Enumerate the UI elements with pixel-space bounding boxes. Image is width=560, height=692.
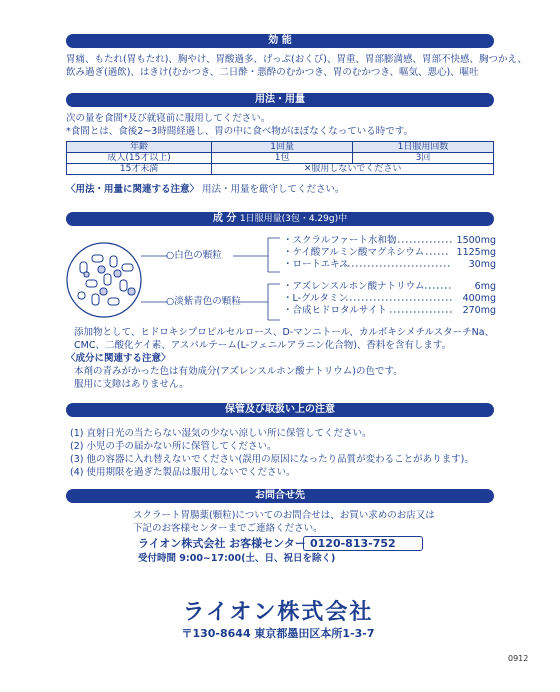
dosage-row-child [67,164,494,175]
ingredients-heading-title: 成 分 [212,213,237,224]
ingredient-name: ・スクラルファート水和物 [283,235,397,246]
ingredients-note-1: 本剤の青みがかった色は有効成分(アズレンスルホン酸ナトリウム)の色です。 [74,366,403,377]
efficacy-line-1: 胃痛、もたれ(胃もたれ)、胸やけ、胃酸過多、げっぷ(おくび)、胃重、胃部膨満感、胃部不快感、胸つかえ、 [66,54,528,65]
storage-item-3: (3) 他の容器に入れ替えないでください(誤用の原因になったり品質が変わることがあります)。 [70,454,474,465]
efficacy-heading: 効 能 [66,34,494,48]
storage-item-4: (4) 使用期限を過ぎた製品は服用しないでください。 [70,467,296,478]
dosage-table-header [67,142,494,153]
contact-heading: お問合せ先 [66,489,494,503]
col-dose: 1回量 [212,142,353,153]
ingredient-amount: 1500mg [456,235,496,246]
blue-granule-label: ○淡紫青色の顆粒 [166,296,241,307]
ingredient-name: ・合成ヒドロタルサイト [283,305,387,316]
additives-line-1: 添加物として、ヒドロキシプロピルセルロース、D-マンニトール、カルボキシメチルスターチNa、 [74,327,495,338]
dosage-note-text: 用法・用量を厳守してください。 [202,184,345,195]
ingredients-note-label: 〈成分に関連する注意〉 [66,353,171,364]
company-address: 〒130-8644 東京都墨田区本所1-3-7 [181,627,375,640]
contact-line-2: 下記のお客様センターまでご連絡ください。 [133,523,323,534]
contact-line-1: スクラート胃腸薬(顆粒)についてのお問合せは、お買い求めのお店又は [133,510,435,521]
cell-dose: 1包 [212,153,353,164]
ingredient-brackets [228,232,288,324]
cell-age-child: 15才未満 [67,164,212,175]
dosage-note [66,183,345,196]
company-logo: ライオン株式会社 [182,600,374,625]
dosage-row-adult [67,153,494,164]
contact-phone[interactable]: 0120-813-752 [310,537,396,550]
storage-item-2: (2) 小児の手の届かない所に保管してください。 [70,441,277,452]
efficacy-line-2: 飲み過ぎ(過飲)、はきけ(むかつき、二日酔・悪酔のむかつき、胃のむかつき、嘔気、悪心)、嘔吐 [66,67,479,78]
col-age: 年齢 [67,142,212,153]
dosage-line-1: 次の量を食間*及び就寝前に服用してください。 [66,113,271,124]
print-code: 0912 [508,654,529,663]
dosage-heading: 用法・用量 [66,93,494,107]
ingredients-heading-sub: 1日服用量(3包・4.29g)中 [239,214,348,224]
granules-illustration [64,240,168,320]
storage-item-1: (1) 直射日光の当たらない湿気の少ない涼しい所に保管してください。 [70,428,372,439]
ingredients-heading [66,212,494,226]
dot-leaders [280,230,460,320]
contact-company: ライオン株式会社 お客様センター [138,537,306,550]
ingredient-amount: 1125mg [456,247,496,258]
ingredient-name: ・L-グルタミン [283,293,348,304]
ingredient-name: ・ケイ酸アルミン酸マグネシウム [283,247,425,258]
storage-heading: 保管及び取扱い上の注意 [66,403,494,417]
ingredient-name: ・アズレンスルホン酸ナトリウム [283,281,425,292]
dosage-line-2: *食間とは、食後2~3時間経過し、胃の中に食べ物がほぼなくなっている時です。 [66,126,414,137]
col-times: 1日服用回数 [353,142,494,153]
ingredient-amount: 270mg [462,305,496,316]
cell-times: 3回 [353,153,494,164]
cell-child-note: ✕服用しないでください [212,164,494,175]
dosage-table [66,141,494,175]
ingredient-name: ・ロートエキス [283,259,349,270]
additives-line-2: CMC、二酸化ケイ素、アスパルテーム(L-フェニルアラニン化合物)、香料を含有します。 [74,340,452,351]
ingredient-amount: 6mg [474,281,496,292]
contact-hours: 受付時間 9:00~17:00(土、日、祝日を除く) [138,553,336,564]
ingredient-amount: 400mg [462,293,496,304]
dosage-note-label: 〈用法・用量に関連する注意〉 [66,184,200,195]
cell-age: 成人(15才以上) [67,153,212,164]
white-granule-label: ○白色の顆粒 [166,250,222,261]
ingredients-note-2: 服用に支障はありません。 [74,379,189,390]
ingredient-amount: 30mg [468,259,496,270]
